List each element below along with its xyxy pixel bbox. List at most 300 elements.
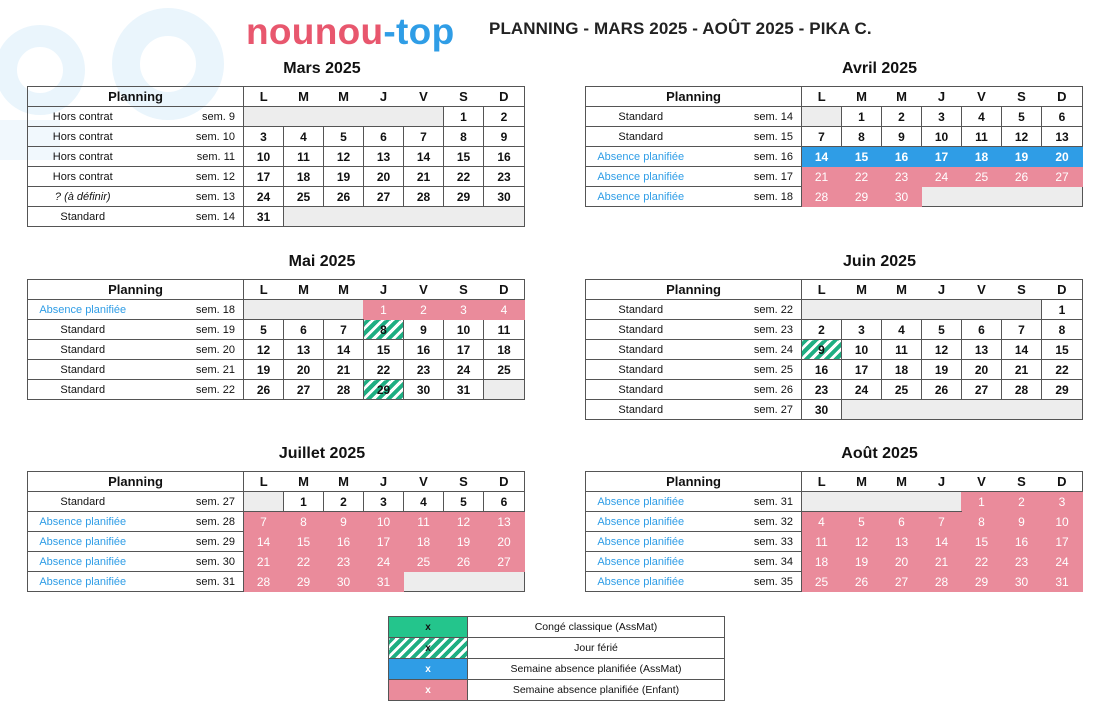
empty-cell [444,207,484,227]
day-header: S [1002,280,1042,300]
empty-cell [802,107,842,127]
day-cell: 1 [364,300,404,320]
day-cell: 19 [842,552,882,572]
week-number: sem. 21 [138,360,244,380]
day-cell: 30 [404,380,444,400]
day-cell: 16 [484,147,525,167]
day-cell: 8 [444,127,484,147]
planning-label: Standard [28,207,138,227]
day-cell: 17 [364,532,404,552]
legend-text: Semaine absence planifiée (Enfant) [468,680,725,701]
day-cell: 20 [962,360,1002,380]
planning-header: Planning [28,87,244,107]
legend-text: Congé classique (AssMat) [468,617,725,638]
day-cell: 25 [962,167,1002,187]
planning-label: Absence planifiée [586,492,696,512]
week-number: sem. 27 [138,492,244,512]
empty-cell [962,300,1002,320]
month-grid [27,86,525,227]
day-cell: 5 [842,512,882,532]
week-row [586,400,1083,420]
day-cell: 17 [922,147,962,167]
empty-cell [444,572,484,592]
day-cell: 11 [484,320,525,340]
planning-label: Standard [586,360,696,380]
week-row [28,167,525,187]
day-cell: 25 [404,552,444,572]
planning-label: Absence planifiée [28,512,138,532]
day-header: D [1042,280,1083,300]
day-header: M [882,472,922,492]
day-cell: 22 [444,167,484,187]
day-cell: 1 [444,107,484,127]
planning-header: Planning [586,472,802,492]
day-cell: 15 [284,532,324,552]
day-cell: 18 [284,167,324,187]
day-cell: 7 [802,127,842,147]
day-cell: 10 [842,340,882,360]
day-cell: 14 [922,532,962,552]
day-header: V [404,280,444,300]
day-cell: 8 [364,320,404,340]
empty-cell [842,400,882,420]
empty-cell [404,572,444,592]
day-header: M [324,472,364,492]
day-cell: 10 [1042,512,1083,532]
day-header: M [324,87,364,107]
week-number: sem. 15 [696,127,802,147]
day-cell: 10 [244,147,284,167]
day-cell: 3 [364,492,404,512]
day-cell: 11 [962,127,1002,147]
day-cell: 29 [284,572,324,592]
week-row [586,492,1083,512]
day-cell: 26 [1002,167,1042,187]
empty-cell [244,107,284,127]
day-cell: 29 [364,380,404,400]
day-header: J [364,472,404,492]
legend-swatch: x [389,638,468,659]
week-number: sem. 22 [696,300,802,320]
day-cell: 12 [1002,127,1042,147]
day-header: S [444,87,484,107]
day-cell: 9 [324,512,364,532]
planning-label: Standard [586,127,696,147]
day-cell: 14 [404,147,444,167]
day-cell: 13 [1042,127,1083,147]
day-cell: 13 [284,340,324,360]
legend-row [389,617,725,638]
week-row [586,532,1083,552]
empty-cell [404,207,444,227]
day-cell: 28 [802,187,842,207]
day-cell: 6 [1042,107,1083,127]
month-title: Mars 2025 [283,60,361,77]
day-cell: 24 [244,187,284,207]
day-cell: 1 [284,492,324,512]
day-cell: 13 [962,340,1002,360]
day-cell: 9 [1002,512,1042,532]
day-cell: 27 [1042,167,1083,187]
month-title: Avril 2025 [841,60,917,77]
legend-swatch: x [389,680,468,701]
day-cell: 24 [1042,552,1083,572]
day-cell: 23 [484,167,525,187]
day-header: D [1042,472,1083,492]
day-header: M [882,87,922,107]
week-row [28,107,525,127]
week-row [28,360,525,380]
week-number: sem. 35 [696,572,802,592]
week-row [586,572,1083,592]
day-cell: 6 [364,127,404,147]
day-cell: 21 [244,552,284,572]
day-cell: 9 [404,320,444,340]
day-cell: 25 [484,360,525,380]
day-cell: 29 [444,187,484,207]
day-cell: 30 [1002,572,1042,592]
empty-cell [802,300,842,320]
week-number: sem. 33 [696,532,802,552]
day-cell: 4 [802,512,842,532]
month-title: Juin 2025 [843,253,916,270]
day-header: V [962,472,1002,492]
week-number: sem. 30 [138,552,244,572]
day-cell: 21 [802,167,842,187]
day-cell: 27 [364,187,404,207]
week-number: sem. 31 [696,492,802,512]
day-cell: 30 [324,572,364,592]
week-number: sem. 32 [696,512,802,532]
empty-cell [404,107,444,127]
week-number: sem. 19 [138,320,244,340]
day-cell: 15 [444,147,484,167]
planning-label: Absence planifiée [28,572,138,592]
planning-label: Absence planifiée [28,532,138,552]
day-cell: 6 [284,320,324,340]
day-cell: 15 [842,147,882,167]
week-number: sem. 26 [696,380,802,400]
day-cell: 2 [1002,492,1042,512]
planning-label: Absence planifiée [28,300,138,320]
day-cell: 1 [962,492,1002,512]
day-cell: 26 [324,187,364,207]
day-header: L [802,87,842,107]
day-cell: 13 [364,147,404,167]
day-cell: 5 [244,320,284,340]
day-cell: 3 [842,320,882,340]
legend-row [389,638,725,659]
day-header: M [284,280,324,300]
empty-cell [882,492,922,512]
planning-label: Standard [586,380,696,400]
day-header: D [1042,87,1083,107]
week-number: sem. 11 [138,147,244,167]
week-row [28,572,525,592]
month-grid [27,471,525,592]
empty-cell [842,300,882,320]
day-cell: 14 [324,340,364,360]
day-cell: 22 [284,552,324,572]
day-cell: 16 [882,147,922,167]
day-cell: 19 [324,167,364,187]
day-cell: 21 [1002,360,1042,380]
day-cell: 31 [244,207,284,227]
week-row [28,207,525,227]
day-cell: 3 [922,107,962,127]
week-row [586,340,1083,360]
day-cell: 15 [364,340,404,360]
empty-cell [962,187,1002,207]
day-header: V [404,472,444,492]
planning-label: Standard [28,340,138,360]
day-cell: 7 [922,512,962,532]
week-row [28,320,525,340]
week-row [28,552,525,572]
day-cell: 26 [842,572,882,592]
legend-row [389,659,725,680]
planning-label: Standard [586,400,696,420]
planning-label: Standard [586,300,696,320]
day-cell: 3 [444,300,484,320]
day-cell: 4 [484,300,525,320]
week-number: sem. 31 [138,572,244,592]
day-cell: 22 [1042,360,1083,380]
planning-label: Hors contrat [28,127,138,147]
day-cell: 27 [284,380,324,400]
day-header: J [922,87,962,107]
day-cell: 8 [284,512,324,532]
day-cell: 17 [842,360,882,380]
week-number: sem. 16 [696,147,802,167]
day-header: S [1002,87,1042,107]
week-number: sem. 18 [138,300,244,320]
day-cell: 23 [1002,552,1042,572]
planning-header: Planning [28,472,244,492]
day-cell: 27 [962,380,1002,400]
day-header: M [324,280,364,300]
day-cell: 31 [364,572,404,592]
week-number: sem. 17 [696,167,802,187]
week-number: sem. 29 [138,532,244,552]
day-header: J [364,87,404,107]
day-cell: 24 [842,380,882,400]
empty-cell [922,187,962,207]
month-grid [585,471,1083,592]
day-cell: 12 [444,512,484,532]
day-cell: 19 [922,360,962,380]
day-cell: 2 [324,492,364,512]
day-header: M [842,472,882,492]
day-header: L [244,87,284,107]
empty-cell [284,207,324,227]
day-header: J [922,472,962,492]
planning-label: Absence planifiée [586,552,696,572]
day-cell: 14 [244,532,284,552]
day-cell: 1 [842,107,882,127]
planning-header: Planning [586,87,802,107]
empty-cell [1042,187,1083,207]
week-row [586,360,1083,380]
day-cell: 16 [324,532,364,552]
day-cell: 22 [842,167,882,187]
day-cell: 7 [1002,320,1042,340]
planning-label: Absence planifiée [28,552,138,572]
day-cell: 30 [484,187,525,207]
day-cell: 24 [364,552,404,572]
empty-cell [324,300,364,320]
empty-cell [1042,400,1083,420]
day-cell: 31 [1042,572,1083,592]
day-cell: 10 [364,512,404,532]
empty-cell [1002,300,1042,320]
month-title: Août 2025 [841,445,918,462]
week-row [586,167,1083,187]
week-row [586,107,1083,127]
empty-cell [324,107,364,127]
day-cell: 21 [324,360,364,380]
day-header: D [484,280,525,300]
day-cell: 11 [802,532,842,552]
week-row [28,340,525,360]
day-cell: 30 [802,400,842,420]
day-cell: 2 [484,107,525,127]
day-cell: 24 [922,167,962,187]
day-cell: 29 [842,187,882,207]
day-cell: 26 [444,552,484,572]
week-row [586,147,1083,167]
day-header: L [244,280,284,300]
week-number: sem. 25 [696,360,802,380]
planning-label: Standard [586,340,696,360]
week-number: sem. 22 [138,380,244,400]
day-cell: 22 [364,360,404,380]
day-header: S [1002,472,1042,492]
day-header: D [484,87,525,107]
day-cell: 3 [244,127,284,147]
day-cell: 13 [882,532,922,552]
empty-cell [922,300,962,320]
week-row [28,512,525,532]
empty-cell [364,207,404,227]
day-header: V [962,87,1002,107]
empty-cell [842,492,882,512]
day-cell: 11 [284,147,324,167]
week-row [28,492,525,512]
day-cell: 23 [324,552,364,572]
empty-cell [244,492,284,512]
planning-label: Standard [586,107,696,127]
week-number: sem. 12 [138,167,244,187]
empty-cell [922,400,962,420]
day-cell: 18 [882,360,922,380]
day-cell: 5 [444,492,484,512]
day-cell: 20 [484,532,525,552]
week-number: sem. 34 [696,552,802,572]
day-cell: 30 [882,187,922,207]
day-cell: 13 [484,512,525,532]
empty-cell [364,107,404,127]
day-cell: 7 [324,320,364,340]
empty-cell [802,492,842,512]
planning-header: Planning [586,280,802,300]
planning-label: Standard [586,320,696,340]
day-cell: 25 [802,572,842,592]
empty-cell [484,380,525,400]
day-cell: 19 [1002,147,1042,167]
day-cell: 28 [324,380,364,400]
day-cell: 10 [922,127,962,147]
planning-label: Standard [28,360,138,380]
planning-label: Absence planifiée [586,532,696,552]
empty-cell [962,400,1002,420]
day-cell: 16 [802,360,842,380]
day-cell: 17 [244,167,284,187]
day-cell: 10 [444,320,484,340]
empty-cell [284,300,324,320]
day-cell: 9 [882,127,922,147]
month-title: Juillet 2025 [278,445,366,462]
legend-swatch: x [389,659,468,680]
week-number: sem. 14 [138,207,244,227]
day-cell: 12 [324,147,364,167]
week-row [28,532,525,552]
planning-label: Standard [28,492,138,512]
empty-cell [244,300,284,320]
planning-label: Absence planifiée [586,167,696,187]
day-header: L [802,280,842,300]
day-header: M [842,280,882,300]
day-cell: 28 [404,187,444,207]
day-cell: 20 [1042,147,1083,167]
day-cell: 6 [962,320,1002,340]
day-header: D [484,472,525,492]
day-cell: 11 [882,340,922,360]
day-cell: 22 [962,552,1002,572]
empty-cell [922,492,962,512]
day-cell: 28 [1002,380,1042,400]
day-header: L [244,472,284,492]
day-cell: 12 [244,340,284,360]
day-header: S [444,472,484,492]
week-number: sem. 28 [138,512,244,532]
day-cell: 5 [1002,107,1042,127]
day-cell: 7 [404,127,444,147]
planning-label: ? (à définir) [28,187,138,207]
planning-label: Absence planifiée [586,512,696,532]
week-number: sem. 23 [696,320,802,340]
empty-cell [484,572,525,592]
day-cell: 20 [882,552,922,572]
empty-cell [1002,400,1042,420]
day-cell: 2 [404,300,444,320]
document-title: PLANNING - MARS 2025 - AOÛT 2025 - PIKA C. [489,19,872,38]
week-row [586,552,1083,572]
month-grid [27,279,525,400]
day-header: V [962,280,1002,300]
day-cell: 15 [962,532,1002,552]
day-cell: 28 [922,572,962,592]
planning-label: Absence planifiée [586,572,696,592]
day-cell: 12 [842,532,882,552]
day-header: L [802,472,842,492]
day-cell: 16 [1002,532,1042,552]
week-number: sem. 24 [696,340,802,360]
week-number: sem. 9 [138,107,244,127]
day-cell: 21 [404,167,444,187]
day-cell: 2 [802,320,842,340]
planning-label: Standard [28,380,138,400]
